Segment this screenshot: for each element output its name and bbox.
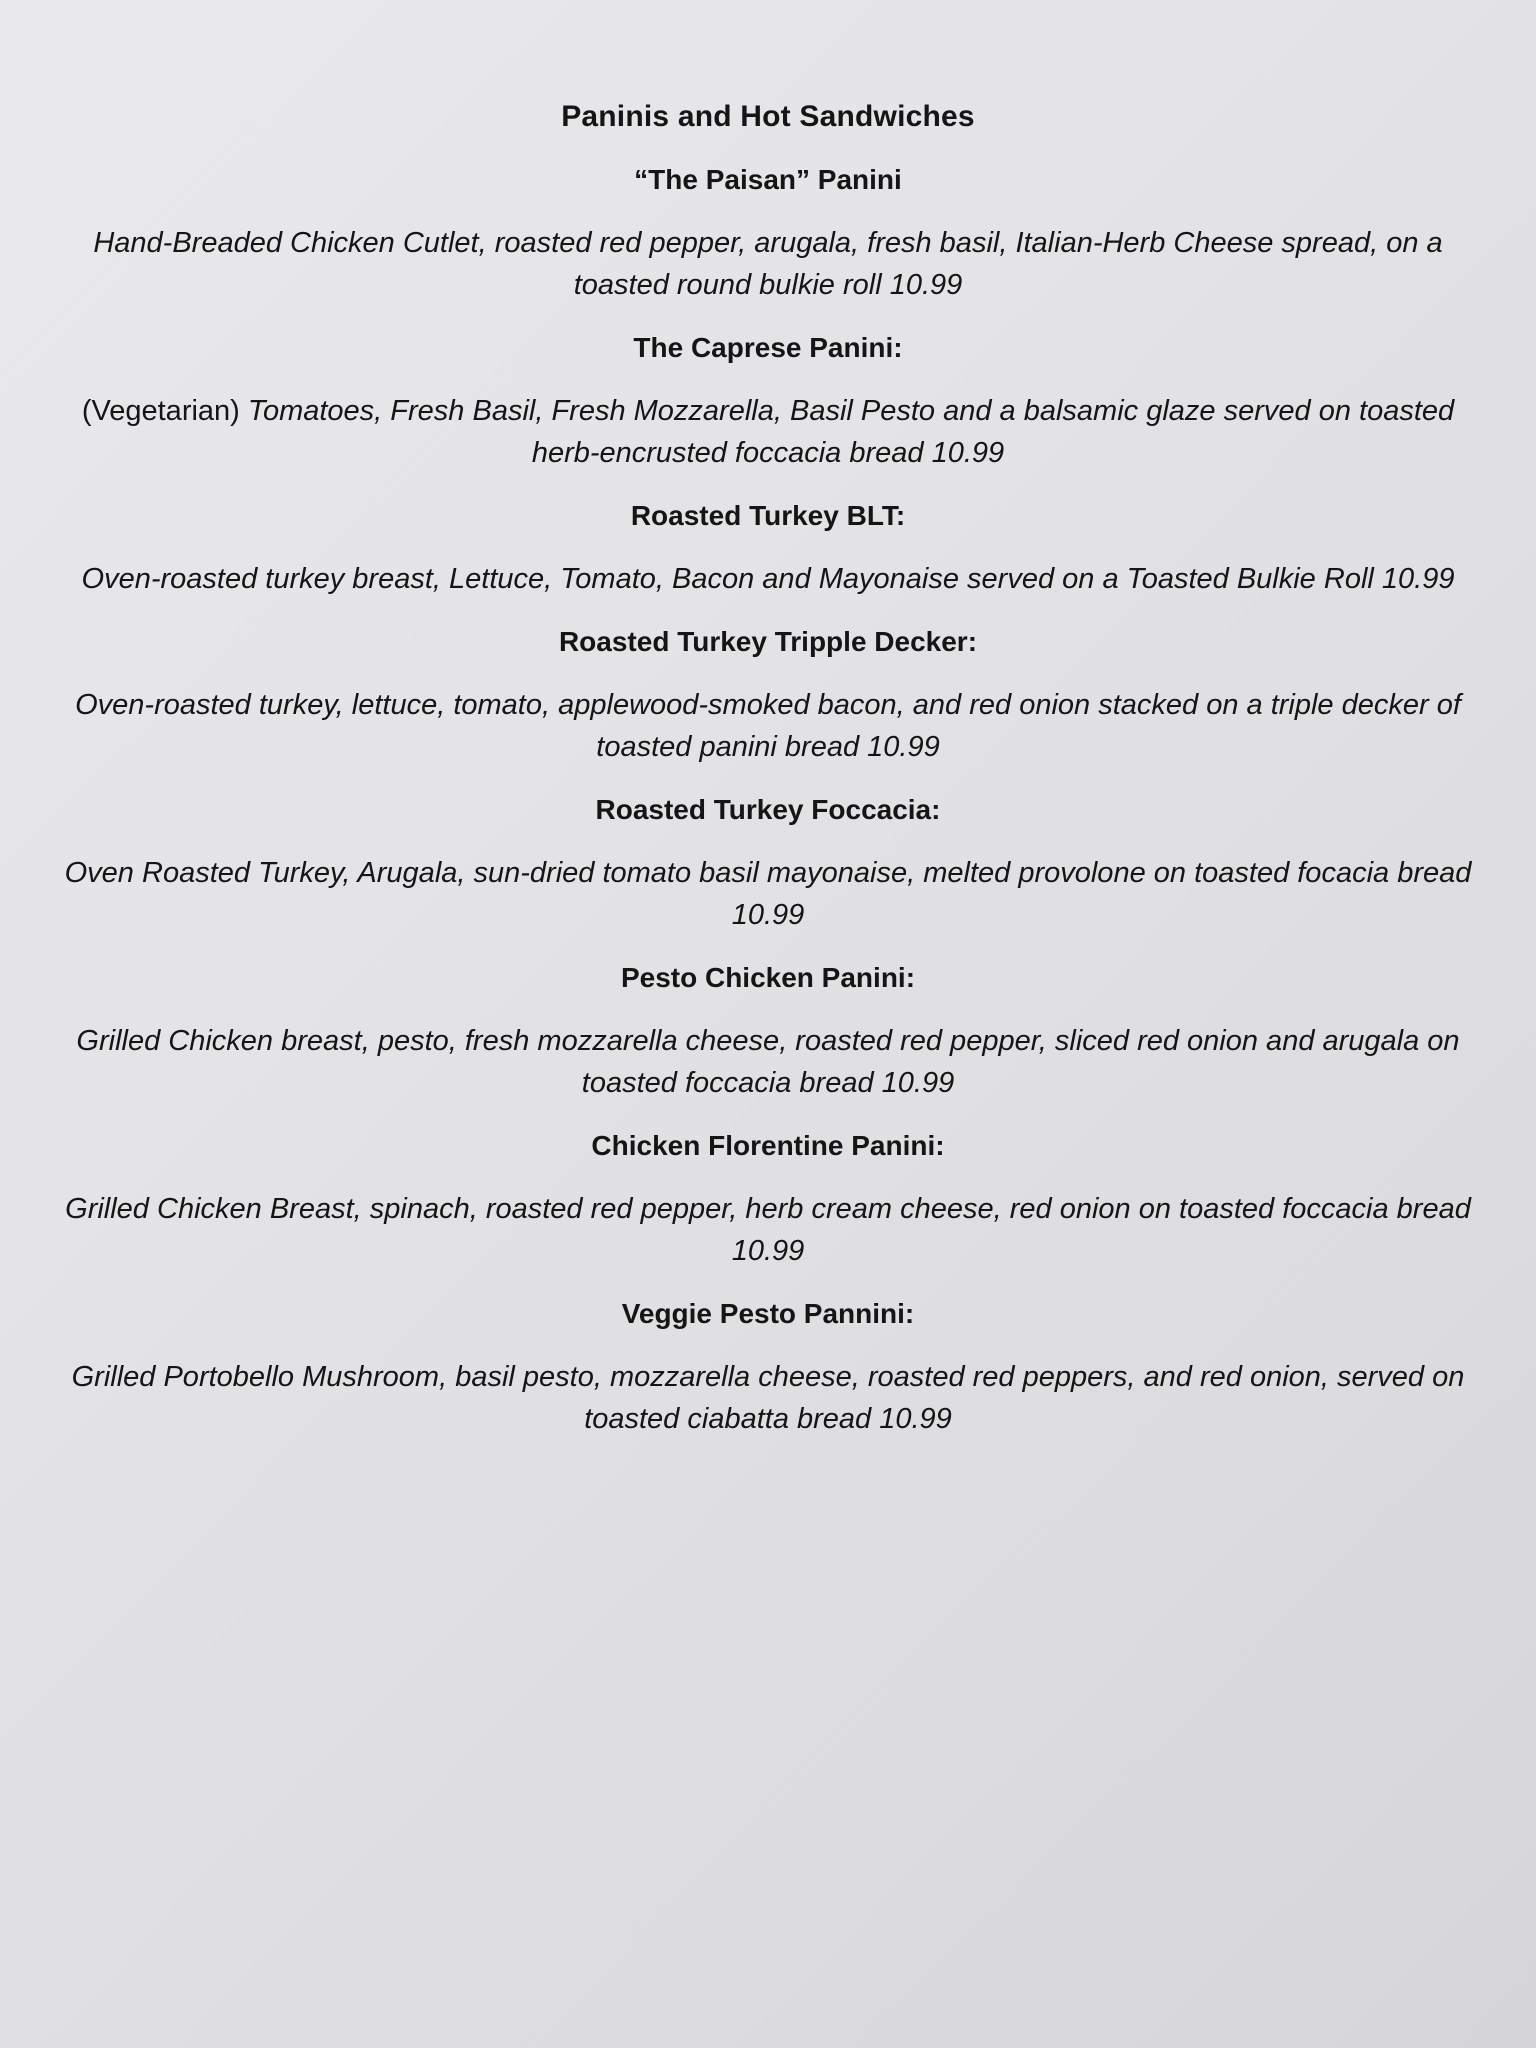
item-description-text: Grilled Chicken breast, pesto, fresh mozzarella cheese, roasted red pepper, sliced red onion and arugala on toasted foccacia bread 10.99	[76, 1025, 1460, 1099]
item-name: Chicken Florentine Panini:	[591, 1130, 945, 1161]
menu-item	[40, 500, 1496, 600]
item-description	[40, 852, 1496, 936]
item-description-text: Oven Roasted Turkey, Arugala, sun-dried tomato basil mayonaise, melted provolone on toasted focacia bread 10.99	[64, 857, 1472, 931]
item-description-text: Oven-roasted turkey, lettuce, tomato, applewood-smoked bacon, and red onion stacked on a triple decker of toasted panini bread 10.99	[75, 689, 1461, 763]
item-description-text: Grilled Chicken Breast, spinach, roasted red pepper, herb cream cheese, red onion on toasted foccacia bread 10.99	[65, 1193, 1471, 1267]
item-tag: (Vegetarian)	[81, 395, 240, 427]
item-description-text: Oven-roasted turkey breast, Lettuce, Tomato, Bacon and Mayonaise served on a Toasted Bulkie Roll 10.99	[81, 563, 1455, 595]
menu-item	[40, 794, 1496, 936]
item-name: “The Paisan” Panini	[634, 164, 902, 195]
item-description	[40, 558, 1496, 600]
item-description	[40, 1188, 1496, 1272]
menu-item	[40, 332, 1496, 474]
item-description-text: Hand-Breaded Chicken Cutlet, roasted red pepper, arugala, fresh basil, Italian-Herb Cheese spread, on a toasted round bulkie roll 10.99	[93, 227, 1443, 301]
menu-item	[40, 626, 1496, 768]
item-name: Veggie Pesto Pannini:	[621, 1298, 915, 1329]
item-name: Pesto Chicken Panini:	[620, 962, 916, 993]
item-name: Roasted Turkey Foccacia:	[595, 794, 941, 825]
menu-item	[40, 1130, 1496, 1272]
item-description	[40, 222, 1496, 306]
item-description-text: Grilled Portobello Mushroom, basil pesto, mozzarella cheese, roasted red peppers, and red onion, served on toasted ciabatta bread 10.99	[71, 1361, 1465, 1435]
item-description	[40, 1020, 1496, 1104]
item-description	[40, 1356, 1496, 1440]
menu-item	[40, 1298, 1496, 1440]
item-description	[40, 684, 1496, 768]
item-name: Roasted Turkey BLT:	[630, 500, 906, 531]
menu-item	[40, 962, 1496, 1104]
item-name: Roasted Turkey Tripple Decker:	[558, 626, 978, 657]
menu-item	[40, 164, 1496, 306]
section-title: Paninis and Hot Sandwiches	[561, 100, 975, 133]
menu-content	[40, 100, 1496, 1466]
item-description	[40, 390, 1496, 474]
item-description-text: Tomatoes, Fresh Basil, Fresh Mozzarella, Basil Pesto and a balsamic glaze served on toasted herb-encrusted foccacia bread 10.99	[247, 395, 1455, 469]
item-name: The Caprese Panini:	[633, 332, 903, 363]
